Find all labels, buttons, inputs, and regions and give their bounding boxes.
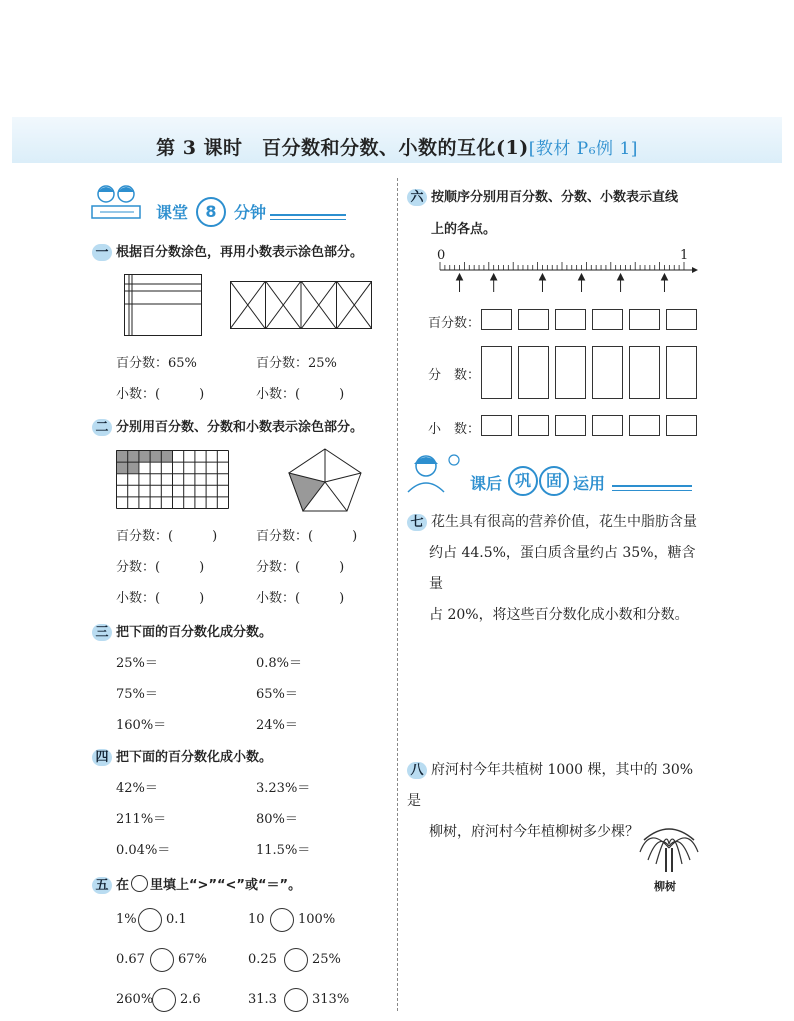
q3-item: 25%＝ [116, 656, 158, 671]
answer-box-fraction[interactable] [481, 346, 512, 399]
question-number: 三 [92, 624, 112, 641]
compare-left: 10 [248, 912, 265, 927]
pentagon-shaded [288, 448, 362, 512]
q1-right-percent: 百分数：25% [256, 356, 337, 371]
compare-right: 100% [298, 912, 336, 927]
question-7 [407, 507, 707, 631]
answer-box-percent[interactable] [666, 309, 697, 330]
q2-right-percent: 百分数：( ) [256, 529, 358, 544]
answer-box-fraction[interactable] [592, 346, 623, 399]
axis-start-label: 0 [437, 248, 446, 263]
q4-item: 3.23%＝ [256, 781, 311, 796]
question-text: 在 [116, 878, 130, 893]
compare-right: 25% [312, 952, 341, 967]
banner-after-label: 课后 [470, 474, 503, 493]
compare-left: 260% [116, 992, 154, 1007]
number-line [430, 258, 700, 298]
q3-item: 24%＝ [256, 718, 298, 733]
compare-left: 31.3 [248, 992, 277, 1007]
question-number: 一 [92, 244, 112, 261]
question-text: 根据百分数涂色，再用小数表示涂色部分。 [116, 245, 364, 260]
students-illustration [90, 182, 146, 222]
question-text: 占 20%，将这些百分数化成小数和分数。 [429, 607, 689, 623]
question-text: 分别用百分数、分数和小数表示涂色部分。 [116, 420, 364, 435]
question-6 [407, 186, 678, 206]
q2-left-percent: 百分数：( ) [116, 529, 218, 544]
compare-circle[interactable] [152, 988, 176, 1012]
willow-tree-icon [636, 822, 702, 874]
q3-item: 160%＝ [116, 718, 167, 733]
question-number: 四 [92, 749, 112, 766]
question-text: 里填上“>”“<”或“＝”。 [150, 878, 302, 893]
point-arrowhead [661, 274, 667, 280]
q4-item: 80%＝ [256, 812, 298, 827]
q2-right-fraction: 分数：( ) [256, 560, 345, 575]
question-number: 二 [92, 419, 112, 436]
minutes-badge: 8 [196, 197, 226, 227]
banner-rule [612, 485, 692, 487]
page-title [0, 133, 794, 160]
compare-left: 1% [116, 912, 137, 927]
row-percent-label: 百分数： [428, 316, 481, 331]
question-text: 府河村今年共植树 1000 棵，其中的 30% 是 [407, 762, 694, 809]
question-5 [92, 874, 301, 894]
q4-item: 11.5%＝ [256, 843, 311, 858]
q2-left-decimal: 小数：( ) [116, 591, 205, 606]
banner-rule-2 [612, 490, 692, 491]
question-text: 柳树，府河村今年植柳树多少棵？ [429, 824, 639, 840]
question-text: 把下面的百分数化成分数。 [116, 625, 273, 640]
point-arrowhead [579, 274, 585, 280]
question-number: 八 [407, 762, 427, 779]
banner-rule [270, 214, 346, 216]
q2-right-decimal: 小数：( ) [256, 591, 345, 606]
textbook-reference: [教材 P₆例 1] [528, 139, 638, 159]
compare-circle[interactable] [284, 988, 308, 1012]
column-divider [397, 178, 398, 1011]
question-2 [92, 416, 363, 436]
answer-box-percent[interactable] [629, 309, 660, 330]
answer-box-fraction[interactable] [518, 346, 549, 399]
compare-circle[interactable] [150, 948, 174, 972]
compare-circle[interactable] [284, 948, 308, 972]
lesson-title: 第 3 课时 百分数和分数、小数的互化(1) [156, 137, 529, 159]
point-arrowhead [491, 274, 497, 280]
q2-left-fraction: 分数：( ) [116, 560, 205, 575]
question-text: 按顺序分别用百分数、分数、小数表示直线 [431, 190, 679, 205]
question-text: 把下面的百分数化成小数。 [116, 750, 273, 765]
q3-item: 0.8%＝ [256, 656, 303, 671]
question-text: 约占 44.5%，蛋白质含量约占 35%，糖含量 [429, 545, 696, 592]
q4-item: 211%＝ [116, 812, 167, 827]
answer-box-fraction[interactable] [629, 346, 660, 399]
answer-box-fraction[interactable] [666, 346, 697, 399]
question-4 [92, 746, 272, 766]
banner-apply-label: 运用 [573, 474, 606, 493]
q1-right-decimal: 小数：( ) [256, 387, 345, 402]
q3-item: 75%＝ [116, 687, 158, 702]
answer-box-decimal[interactable] [592, 415, 623, 436]
answer-box-decimal[interactable] [518, 415, 549, 436]
q3-item: 65%＝ [256, 687, 298, 702]
shaded-grid [116, 450, 229, 509]
answer-box-fraction[interactable] [555, 346, 586, 399]
banner-rule-2 [270, 219, 346, 220]
compare-right: 313% [312, 992, 350, 1007]
q4-item: 42%＝ [116, 781, 158, 796]
willow-caption: 柳树 [654, 880, 676, 893]
grid-65-percent [124, 274, 202, 336]
banner-class-label: 课堂 [156, 203, 189, 222]
student-illustration [404, 452, 464, 494]
question-number: 五 [92, 877, 112, 894]
row-fraction-label: 分 数： [428, 368, 481, 383]
question-number: 七 [407, 514, 427, 531]
axis-end-label: 1 [680, 248, 689, 263]
point-arrowhead [457, 274, 463, 280]
compare-circle[interactable] [138, 908, 162, 932]
compare-right: 0.1 [166, 912, 187, 927]
q4-item: 0.04%＝ [116, 843, 171, 858]
point-arrowhead [618, 274, 624, 280]
answer-box-percent[interactable] [592, 309, 623, 330]
answer-box-percent[interactable] [518, 309, 549, 330]
banner-minutes-label: 分钟 [234, 203, 267, 222]
blank-circle-icon [131, 875, 148, 892]
answer-box-decimal[interactable] [481, 415, 512, 436]
answer-box-percent[interactable] [481, 309, 512, 330]
compare-circle[interactable] [270, 908, 294, 932]
q1-left-decimal: 小数：( ) [116, 387, 205, 402]
question-text: 花生具有很高的营养价值，花生中脂肪含量 [431, 514, 697, 530]
consolidate-badge-1: 巩 [508, 466, 538, 496]
answer-box-decimal[interactable] [555, 415, 586, 436]
question-1 [92, 241, 363, 261]
question-text-continued: 上的各点。 [431, 222, 497, 237]
answer-box-decimal[interactable] [666, 415, 697, 436]
compare-left: 0.25 [248, 952, 277, 967]
consolidate-badge-2: 固 [539, 466, 569, 496]
question-3 [92, 621, 272, 641]
point-arrowhead [539, 274, 545, 280]
compare-right: 2.6 [180, 992, 201, 1007]
row-decimal-label: 小 数： [428, 422, 481, 437]
compare-right: 67% [178, 952, 207, 967]
answer-box-percent[interactable] [555, 309, 586, 330]
answer-box-decimal[interactable] [629, 415, 660, 436]
rectangle-triangles-25-percent [230, 281, 372, 329]
q1-left-percent: 百分数：65% [116, 356, 197, 371]
compare-left: 0.67 [116, 952, 145, 967]
question-number: 六 [407, 189, 427, 206]
